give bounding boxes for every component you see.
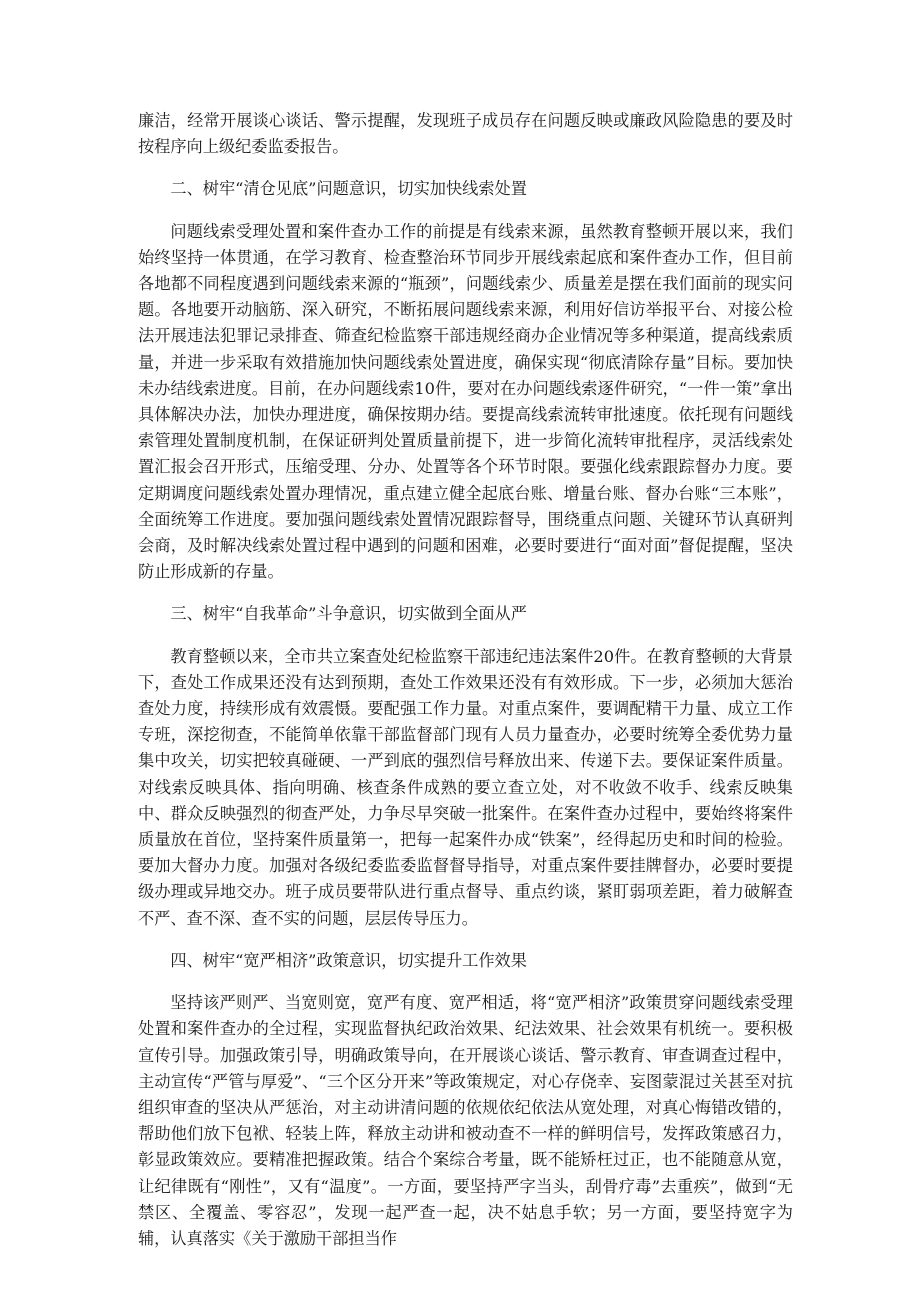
section-heading-3: 三、树牢“自我革命”斗争意识，切实做到全面从严 xyxy=(170,604,527,624)
paragraph-policy: 坚持该严则严、当宽则宽，宽严有度、宽严相适，将“宽严相济”政策贯穿问题线索受理处置和案件查办的全过程，实现监督执纪政治效果、纪法效果、社会效果有机统一。要积极宣传引导。加强政策引导，明确政策导向，在开展谈心谈话、警示教育、审查调查过程中，主动宣传“严管与厚爱”、“三个区分开来”等政策规定，对心存侥幸、妄图蒙混过关甚至对抗组织审查的坚决从严惩治，对主动讲清问题的依规依纪依法从宽处理，对真心悔错改错的，帮助他们放下包袱、轻装上阵，释放主动讲和被动查不一样的鲜明信号，发挥政策感召力，彰显政策效应。要精准把握政策。结合个案综合考量，既不能矫枉过正，也不能随意从宽，让纪律既有“刚性”，又有“温度”。一方面，要坚持严字当头，刮骨疗毒”去重疾”，做到“无禁区、全覆盖、零容忍”，发现一起严查一起，决不姑息手软；另一方面，要坚持宽字为辅，认真落实《关于激励干部担当作 xyxy=(138,993,793,1248)
document-page xyxy=(138,108,793,1252)
paragraph-self-revolution: 教育整顿以来，全市共立案查处纪检监察干部违纪违法案件20件。在教育整顿的大背景下，查处工作成果还没有达到预期，查处工作效果还没有有效形成。下一步，必须加大惩治查处力度，持续形成有效震慑。要配强工作力量。对重点案件，要调配精干力量、成立工作专班，深挖彻查，不能简单依靠干部监督部门现有人员力量查办，必要时统筹全委优势力量集中攻关，切实把较真碰硬、一严到底的强烈信号释放出来、传递下去。要保证案件质量。对线索反映具体、指向明确、核查条件成熟的要立查立处，对不收敛不收手、线索反映集中、群众反映强烈的彻查严处，力争尽早突破一批案件。在案件查办过程中，要始终将案件质量放在首位，坚持案件质量第一，把每一起案件办成“铁案”，经得起历史和时间的检验。要加大督办力度。加强对各级纪委监委监督督导指导，对重点案件要挂牌督办，必要时要提级办理或异地交办。班子成员要带队进行重点督导、重点约谈，紧盯弱项差距，着力破解查不严、查不深、查不实的问题，层层传导压力。 xyxy=(138,646,793,928)
section-heading-2: 二、树牢“清仓见底”问题意识，切实加快线索处置 xyxy=(170,179,527,199)
paragraph-clue-handling: 问题线索受理处置和案件查办工作的前提是有线索来源，虽然教育整顿开展以来，我们始终坚持一体贯通，在学习教育、检查整治环节同步开展线索起底和案件查办工作，但目前各地都不同程度遇到问题线索来源的“瓶颈”，问题线索少、质量差是摆在我们面前的现实问题。各地要开动脑筋、深入研究，不断拓展问题线索来源，利用好信访举报平台、对接公检法开展违法犯罪记录排查、筛查纪检监察干部违规经商办企业情况等多种渠道，提高线索质量，并进一步采取有效措施加快问题线索处置进度，确保实现“彻底清除存量”目标。要加快未办结线索进度。目前，在办问题线索10件，要对在办问题线索逐件研究，“一件一策”拿出具体解决办法，加快办理进度，确保按期办结。要提高线索流转审批速度。依托现有问题线索管理处置制度机制，在保证研判处置质量前提下，进一步简化流转审批程序，灵活线索处置汇报会召开形式，压缩受理、分办、处置等各个环节时限。要强化线索跟踪督办力度。要定期调度问题线索处置办理情况，重点建立健全起底台账、增量台账、督办台账“三本账”，全面统筹工作进度。要加强问题线索处置情况跟踪督导，围绕重点问题、关键环节认真研判会商，及时解决线索处置过程中遇到的问题和困难，必要时要进行“面对面”督促提醒，坚决防止形成新的存量。 xyxy=(138,221,793,582)
section-heading-4: 四、树牢“宽严相济”政策意识，切实提升工作效果 xyxy=(170,950,527,970)
paragraph-continued: 廉洁，经常开展谈心谈话、警示提醒，发现班子成员存在问题反映或廉政风险隐患的要及时按程序向上级纪委监委报告。 xyxy=(138,111,793,157)
